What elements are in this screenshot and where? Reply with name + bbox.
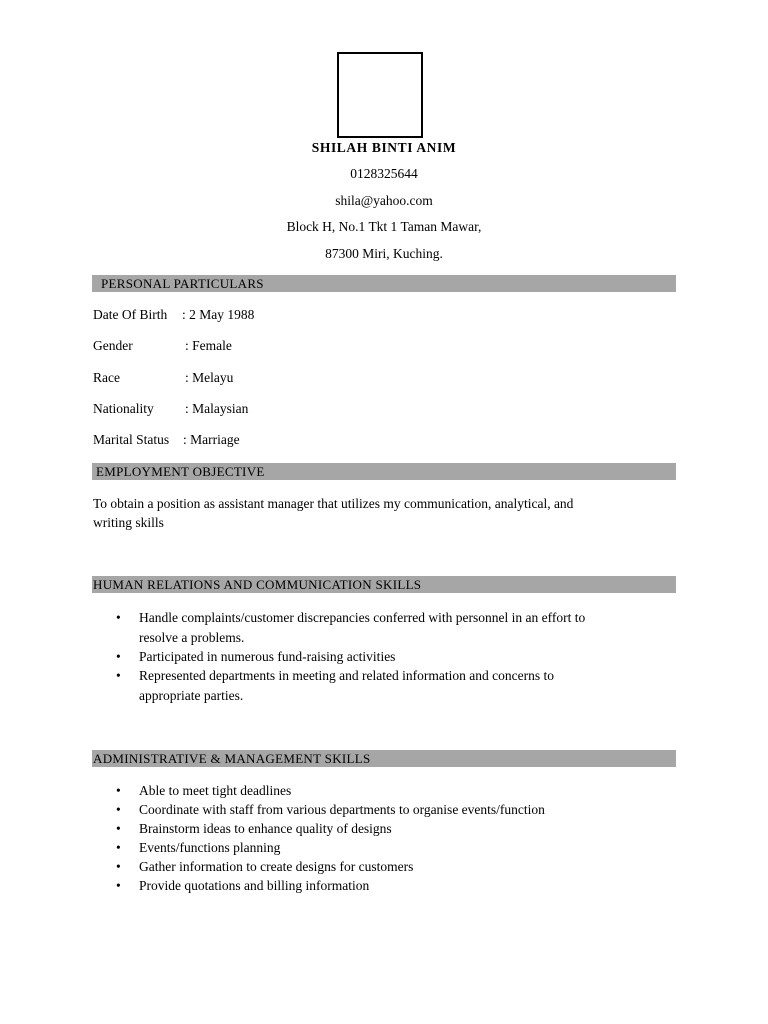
- marital-status-separator: :: [183, 432, 187, 447]
- phone-number: 0128325644: [350, 166, 418, 181]
- list-item-line: Handle complaints/customer discrepancies conferred with personnel in an effort to: [139, 610, 586, 625]
- section-heading-human-relations: HUMAN RELATIONS AND COMMUNICATION SKILLS: [92, 576, 676, 593]
- nationality-label: Nationality: [93, 401, 154, 416]
- personal-row-gender: [93, 338, 232, 354]
- list-item-text: Coordinate with staff from various departments to organise events/function: [139, 802, 545, 817]
- bullet-icon: •: [116, 802, 121, 817]
- list-item: [93, 876, 653, 895]
- personal-row-dob: [93, 307, 254, 323]
- list-item: [93, 608, 653, 648]
- list-item-line: Participated in numerous fund-raising activities: [139, 649, 396, 664]
- list-item-text: Gather information to create designs for customers: [139, 859, 414, 874]
- list-item-text: Provide quotations and billing information: [139, 878, 370, 893]
- objective-line-2: writing skills: [93, 515, 164, 530]
- address-line-1: Block H, No.1 Tkt 1 Taman Mawar,: [286, 219, 482, 234]
- list-item-text: Brainstorm ideas to enhance quality of designs: [139, 821, 392, 836]
- email-address: shila@yahoo.com: [335, 193, 433, 208]
- list-item: [93, 647, 653, 667]
- bullet-icon: •: [116, 859, 121, 874]
- race-label: Race: [93, 370, 120, 385]
- human-relations-list: [93, 608, 653, 705]
- race-value: Melayu: [192, 370, 234, 385]
- list-item: [93, 666, 653, 706]
- objective-text: [93, 494, 673, 532]
- marital-status-value: Marriage: [190, 432, 240, 447]
- bullet-icon: •: [116, 821, 121, 836]
- list-item: [93, 838, 653, 857]
- list-item-text: Events/functions planning: [139, 840, 281, 855]
- bullet-icon: •: [116, 668, 121, 683]
- gender-label: Gender: [93, 338, 133, 353]
- dob-value: 2 May 1988: [189, 307, 255, 322]
- personal-row-marital-status: [93, 432, 240, 448]
- personal-row-nationality: [93, 401, 248, 417]
- dob-label: Date Of Birth: [93, 307, 168, 322]
- admin-skills-list: [93, 781, 653, 895]
- address-line-2: 87300 Miri, Kuching.: [325, 246, 443, 261]
- list-item-line: resolve a problems.: [139, 630, 245, 645]
- list-item-text: Able to meet tight deadlines: [139, 783, 292, 798]
- bullet-icon: •: [116, 649, 121, 664]
- list-item: [93, 781, 653, 800]
- bullet-icon: •: [116, 783, 121, 798]
- list-item: [93, 800, 653, 819]
- gender-value: Female: [192, 338, 232, 353]
- objective-line-1: To obtain a position as assistant manager that utilizes my communication, analytical, and: [93, 496, 574, 511]
- dob-separator: :: [182, 307, 186, 322]
- list-item-line: appropriate parties.: [139, 688, 244, 703]
- list-item-line: Represented departments in meeting and related information and concerns to: [139, 668, 554, 683]
- nationality-separator: :: [185, 401, 189, 416]
- marital-status-label: Marital Status: [93, 432, 170, 447]
- bullet-icon: •: [116, 878, 121, 893]
- race-separator: :: [185, 370, 189, 385]
- list-item: [93, 819, 653, 838]
- list-item: [93, 857, 653, 876]
- bullet-icon: •: [116, 840, 121, 855]
- personal-row-race: [93, 370, 233, 386]
- section-heading-personal: PERSONAL PARTICULARS: [92, 275, 676, 292]
- bullet-icon: •: [116, 610, 121, 625]
- nationality-value: Malaysian: [192, 401, 249, 416]
- candidate-name: SHILAH BINTI ANIM: [311, 140, 457, 155]
- section-heading-objective: EMPLOYMENT OBJECTIVE: [92, 463, 676, 480]
- photo-placeholder: [337, 52, 423, 138]
- gender-separator: :: [185, 338, 189, 353]
- section-heading-admin: ADMINISTRATIVE & MANAGEMENT SKILLS: [92, 750, 676, 767]
